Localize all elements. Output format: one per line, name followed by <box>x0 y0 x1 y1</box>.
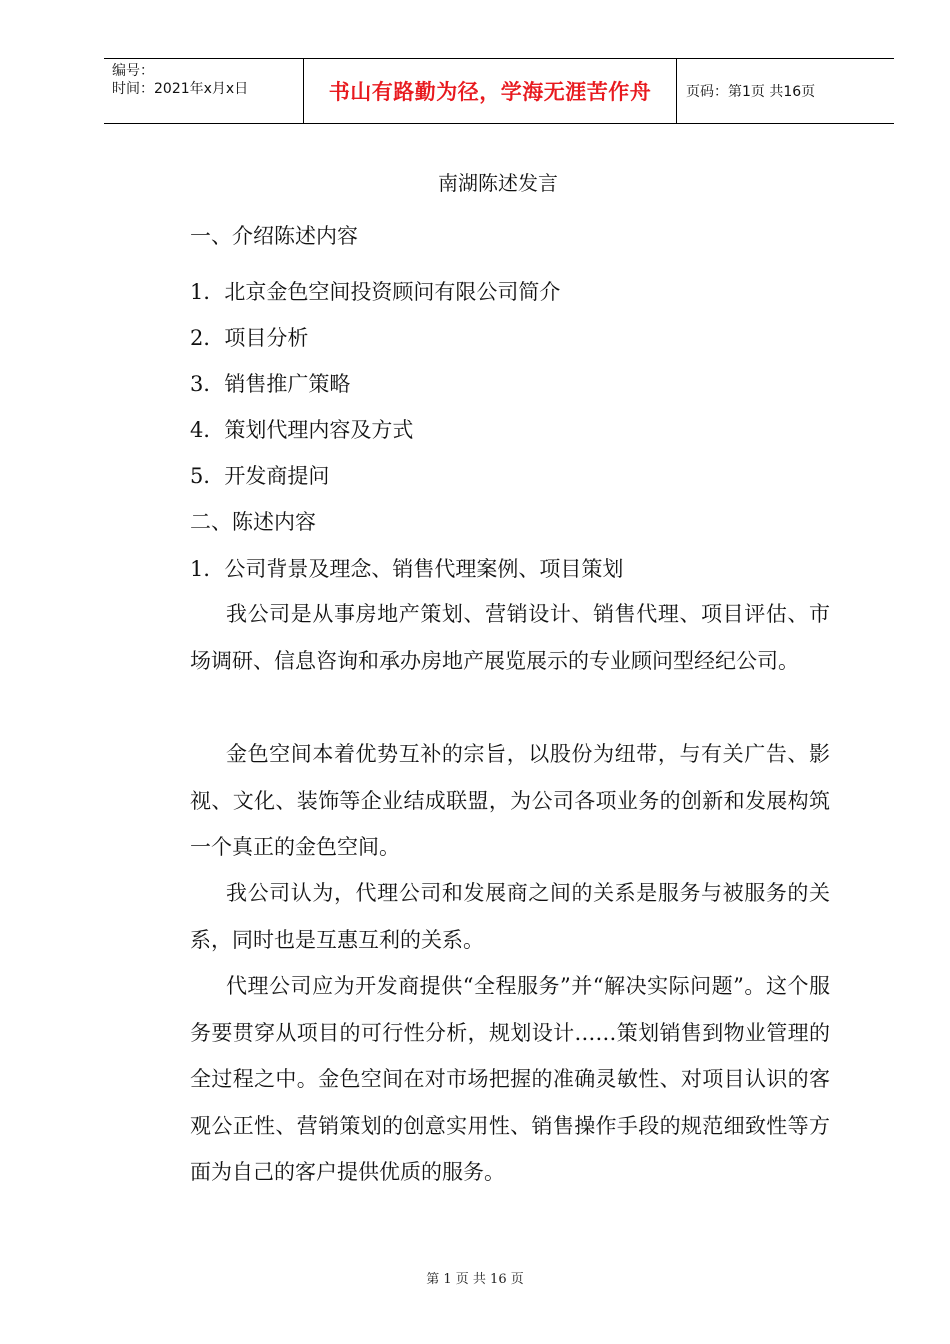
paragraph-3: 我公司认为，代理公司和发展商之间的关系是服务与被服务的关系，同时也是互惠互利的关系。 <box>190 881 830 952</box>
paragraph-2: 金色空间本着优势互补的宗旨，以股份为纽带，与有关广告、影视、文化、装饰等企业结成联盟，为公司各项业务的创新和发展构筑一个真正的金色空间。 <box>190 742 830 859</box>
section1-item-2: 2．项目分析 <box>190 326 309 350</box>
header-meta <box>104 59 304 123</box>
serial-number-label: 编号： <box>112 63 154 79</box>
paragraph-4: 代理公司应为开发商提供“全程服务”并“解决实际问题”。这个服务要贯穿从项目的可行性分析，规划设计……策划销售到物业管理的全过程之中。金色空间在对市场把握的准确灵敏性、对项目认识的客观公正性、营销策划的创意实用性、销售操作手段的规范细致性等方面为自己的客户提供优质的服务。 <box>190 974 830 1184</box>
section2-heading: 二、陈述内容 <box>190 510 316 534</box>
header-motto: 书山有路勤为径，学海无涯苦作舟 <box>304 59 677 123</box>
section2-item-1: 1．公司背景及理念、销售代理案例、项目策划 <box>190 557 624 581</box>
page-header <box>104 58 894 124</box>
document-title: 南湖陈述发言 <box>438 171 558 195</box>
page-footer: 第 1 页 共 16 页 <box>426 1272 524 1287</box>
section1-item-5: 5．开发商提问 <box>190 464 330 488</box>
section1-heading: 一、介绍陈述内容 <box>190 224 358 248</box>
section1-item-1: 1．北京金色空间投资顾问有限公司简介 <box>190 280 561 304</box>
paragraph-1: 我公司是从事房地产策划、营销设计、销售代理、项目评估、市场调研、信息咨询和承办房地产展览展示的专业顾问型经纪公司。 <box>190 602 830 673</box>
date-label: 时间：2021年x月x日 <box>112 81 249 97</box>
header-page-code: 页码：第1页 共16页 <box>686 84 816 100</box>
section1-item-3: 3．销售推广策略 <box>190 372 351 396</box>
section1-item-4: 4．策划代理内容及方式 <box>190 418 414 442</box>
